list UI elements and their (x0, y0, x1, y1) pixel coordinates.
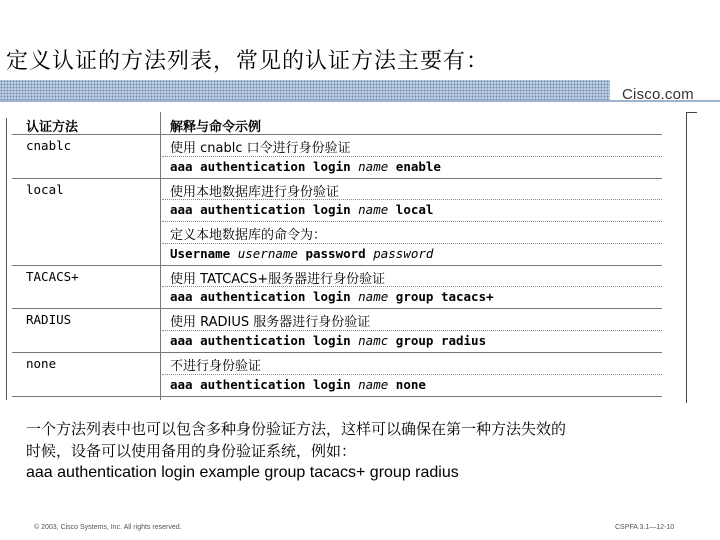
table-cell-description: 使用 RADIUS 服务器进行身份验证 (170, 315, 371, 331)
line-divider (162, 243, 662, 244)
command-argument: name (358, 202, 389, 218)
table-cell-method: none (26, 356, 57, 371)
column-separator (160, 112, 161, 400)
line-divider (162, 199, 662, 200)
table-cell-method: RADIUS (26, 312, 72, 328)
table-cell-description: 定义本地数据库的命令为： (170, 227, 327, 243)
line-divider (162, 286, 662, 287)
explanation-note (26, 418, 566, 484)
command-keyword: aaa authentication login (170, 376, 359, 392)
command-keyword: none (388, 376, 426, 392)
table-cell-method: local (26, 181, 64, 197)
command-keyword: aaa authentication login (170, 202, 359, 218)
table-row-divider (12, 308, 662, 309)
line-divider (162, 221, 662, 222)
footer-course-id: CSPFA 3.1—12-10 (615, 524, 675, 531)
table-cell-command (170, 289, 494, 304)
command-keyword: aaa authentication login (170, 158, 359, 174)
table-cell-description: 使用本地数据库进行身份验证 (170, 184, 340, 200)
command-keyword: local (388, 202, 434, 218)
table-bottom-border (12, 396, 662, 397)
table-cell-description: 使用 TATCACS+服务器进行身份验证 (170, 271, 386, 287)
command-argument: name (358, 289, 389, 305)
command-argument: password (373, 245, 434, 261)
left-bracket-decoration (0, 118, 7, 400)
table-row-divider (12, 265, 662, 266)
table-cell-method: cnablc (26, 138, 72, 153)
footer-copyright: © 2003, Cisco Systems, Inc. All rights reserved. (34, 524, 182, 531)
command-argument: username (237, 245, 298, 261)
command-keyword: Username (170, 245, 238, 261)
note-line-1: 一个方法列表中也可以包含多种身份验证方法，这样可以确保在第一种方法失效的 (26, 420, 567, 438)
note-example-command: aaa authentication login example group tacacs+ group radius (26, 464, 459, 481)
header-divider (0, 100, 720, 102)
header-band (0, 80, 610, 100)
right-bracket-decoration (686, 112, 697, 403)
header-method: 认证方法 (26, 120, 79, 135)
command-argument: name (358, 158, 389, 174)
auth-methods-table (12, 112, 662, 400)
cisco-logo: Cisco.com (622, 86, 694, 103)
command-argument: namc (358, 332, 389, 348)
table-cell-command (170, 246, 433, 261)
command-keyword: aaa authentication login (170, 289, 359, 305)
command-keyword: group tacacs+ (388, 289, 494, 305)
command-argument: name (358, 376, 389, 392)
command-keyword: password (297, 245, 374, 261)
command-keyword: group radius (388, 332, 487, 348)
table-cell-command (170, 333, 486, 348)
header-description: 解释与命令示例 (170, 120, 262, 135)
slide-title: 定义认证的方法列表，常见的认证方法主要有： (6, 49, 490, 74)
table-cell-description: 不进行身份验证 (170, 359, 262, 374)
table-cell-description: 使用 cnablc 口令进行身份验证 (170, 141, 351, 156)
note-line-2: 时候，设备可以使用备用的身份验证系统，例如： (26, 442, 357, 460)
table-cell-command (170, 159, 441, 174)
table-cell-command (170, 202, 433, 217)
line-divider (162, 374, 662, 375)
table-row-divider (12, 178, 662, 179)
line-divider (162, 156, 662, 157)
command-keyword: aaa authentication login (170, 332, 359, 348)
table-row-divider (12, 352, 662, 353)
table-row-divider (12, 134, 662, 135)
command-keyword: enable (388, 158, 441, 174)
table-cell-command (170, 377, 426, 392)
line-divider (162, 330, 662, 331)
table-cell-method: TACACS+ (26, 268, 79, 284)
